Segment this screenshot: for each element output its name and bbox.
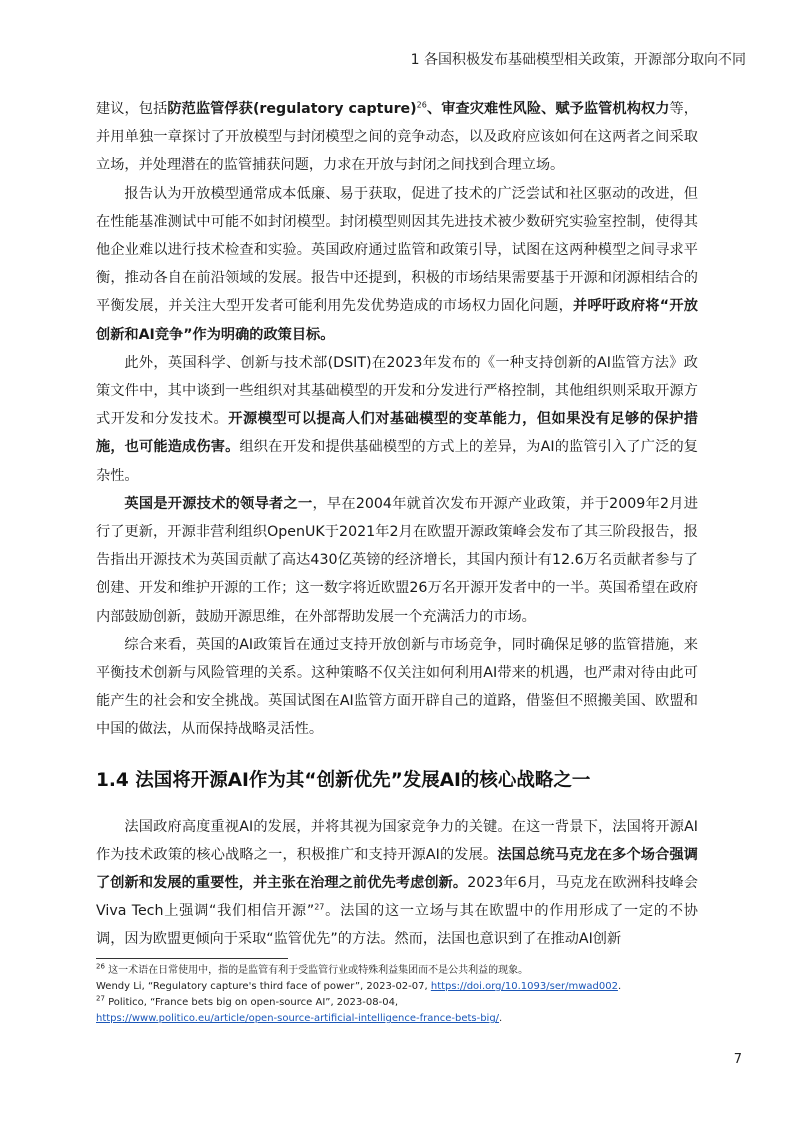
footnote-27-link-line [96, 1011, 698, 1027]
citation-end: . [499, 1013, 503, 1024]
text-run: 报告认为开放模型通常成本低廉、易于获取，促进了技术的广泛尝试和社区驱动的改进，但在性能基准测试中可能不如封闭模型。封闭模型则因其先进技术被少数研究实验室控制，使得其他企业难以进行技术检查和实验。英国政府通过监管和政策引导，试图在这两种模型之间寻求平衡，推动各自在前沿领域的发展。报告中还提到，积极的市场结果需要基于开源和闭源相结合的平衡发展，并关注大型开发者可能利用先发优势造成的市场权力固化问题， [96, 185, 698, 315]
text-run: 等，并用单独一章探讨了开放模型与封闭模型之间的竞争动态，以及政府应该如何在这两者之间采取立场，并处理潜在的监管捕获问题，力求在开放与封闭之间找到合理立场。 [96, 101, 698, 174]
bold-text: 开源模型可以提高人们对基础模型的变革能力，但如果没有足够的保护措施，也可能造成伤害。 [96, 411, 698, 456]
paragraph [96, 349, 698, 490]
footnote-27 [96, 995, 698, 1011]
doi-link[interactable]: https://doi.org/10.1093/ser/mwad002 [430, 981, 618, 992]
footnotes [96, 963, 698, 1027]
bold-text: 防范监管俘获(regulatory capture) [167, 101, 417, 117]
page-number: 7 [733, 1052, 742, 1067]
paragraph [96, 180, 698, 349]
section-heading: 1.4 法国将开源AI作为其“创新优先”发展AI的核心战略之一 [96, 769, 591, 791]
bold-text: 、审查灾难性风险、赋予监管机构权力 [426, 101, 670, 117]
footnote-text: 这一术语在日常使用中，指的是监管有利于受监管行业或特殊利益集团而不是公共利益的现象。 [108, 965, 529, 976]
text-run: 。法国的这一立场与其在欧盟中的作用形成了一定的不协调，因为欧盟更倾向于采取“监管优先”的方法。然而，法国也意识到了在推动AI创新 [96, 903, 698, 948]
bold-text: 法国总统马克龙在多个场合强调了创新和发展的重要性，并主张在治理之前优先考虑创新。 [96, 846, 698, 892]
footnote-ref: 26 [416, 100, 427, 110]
bold-text: 并呼吁政府将“开放创新和AI竞争”作为明确的政策目标。 [96, 298, 698, 343]
paragraph [96, 490, 698, 631]
footnote-ref: 27 [314, 902, 325, 912]
text-run: 此外，英国科学、创新与技术部(DSIT)在2023年发布的《一种支持创新的AI监管方法》政策文件中，其中谈到一些组织对其基础模型的开发和分发进行严格控制，其他组织则采取开源方式开发和分发技术。 [96, 354, 698, 428]
text-run: ，早在2004年就首次发布开源产业政策，并于2009年2月进行了更新，开源非营利组织OpenUK于2021年2月在欧盟开源政策峰会发布了其三阶段报告，报告指出开源技术为英国贡献了高达430亿英镑的经济增长，其国内预计有12.6万名贡献者参与了创建、开发和维护开源的工作；这一数字将近欧盟26万名开源开发者中的一半。英国希望在政府内部鼓励创新，鼓励开源思维，在外部帮助发展一个充满活力的市场。 [96, 495, 698, 625]
text-run: 综合来看，英国的AI政策旨在通过支持开放创新与市场竞争，同时确保足够的监管措施，来平衡技术创新与风险管理的关系。这种策略不仅关注如何利用AI带来的机遇，也严肃对待由此可能产生的社会和安全挑战。英国试图在AI监管方面开辟自己的道路，借鉴但不照搬美国、欧盟和中国的做法，从而保持战略灵活性。 [96, 636, 698, 738]
running-header: 1 各国积极发布基础模型相关政策，开源部分取向不同 [410, 52, 746, 68]
citation-end: . [617, 981, 622, 992]
paragraph [96, 813, 698, 954]
citation-text: Wendy Li, “Regulatory capture's third face of power”, 2023-02-07, [96, 981, 431, 992]
body-text [96, 95, 698, 954]
text-run: 法国政府高度重视AI的发展，并将其视为国家竞争力的关键。在这一背景下，法国将开源AI作为技术政策的核心战略之一，积极推广和支持开源AI的发展。 [96, 818, 698, 863]
section-paragraphs [96, 813, 698, 954]
text-run: 组织在开发和提供基础模型的方式上的差异，为AI的监管引入了广泛的复杂性。 [96, 439, 698, 484]
footnote-marker: 26 [96, 962, 105, 971]
text-run: 建议，包括 [96, 101, 168, 117]
footnote-26 [96, 963, 698, 979]
footnote-marker: 27 [96, 994, 105, 1003]
politico-link[interactable]: https://www.politico.eu/article/open-source-artificial-intelligence-france-bets-big/ [96, 1013, 500, 1024]
footnote-divider [96, 958, 288, 959]
main-paragraphs [96, 95, 698, 744]
paragraph [96, 631, 698, 744]
citation-text: Politico, “France bets big on open-source AI”, 2023-08-04, [108, 997, 399, 1008]
text-run: 2023年6月，马克龙在欧洲科技峰会Viva Tech上强调“我们相信开源” [96, 875, 698, 920]
paragraph [96, 95, 698, 180]
bold-text: 英国是开源技术的领导者之一 [124, 495, 313, 512]
footnote-26-citation [96, 979, 698, 995]
